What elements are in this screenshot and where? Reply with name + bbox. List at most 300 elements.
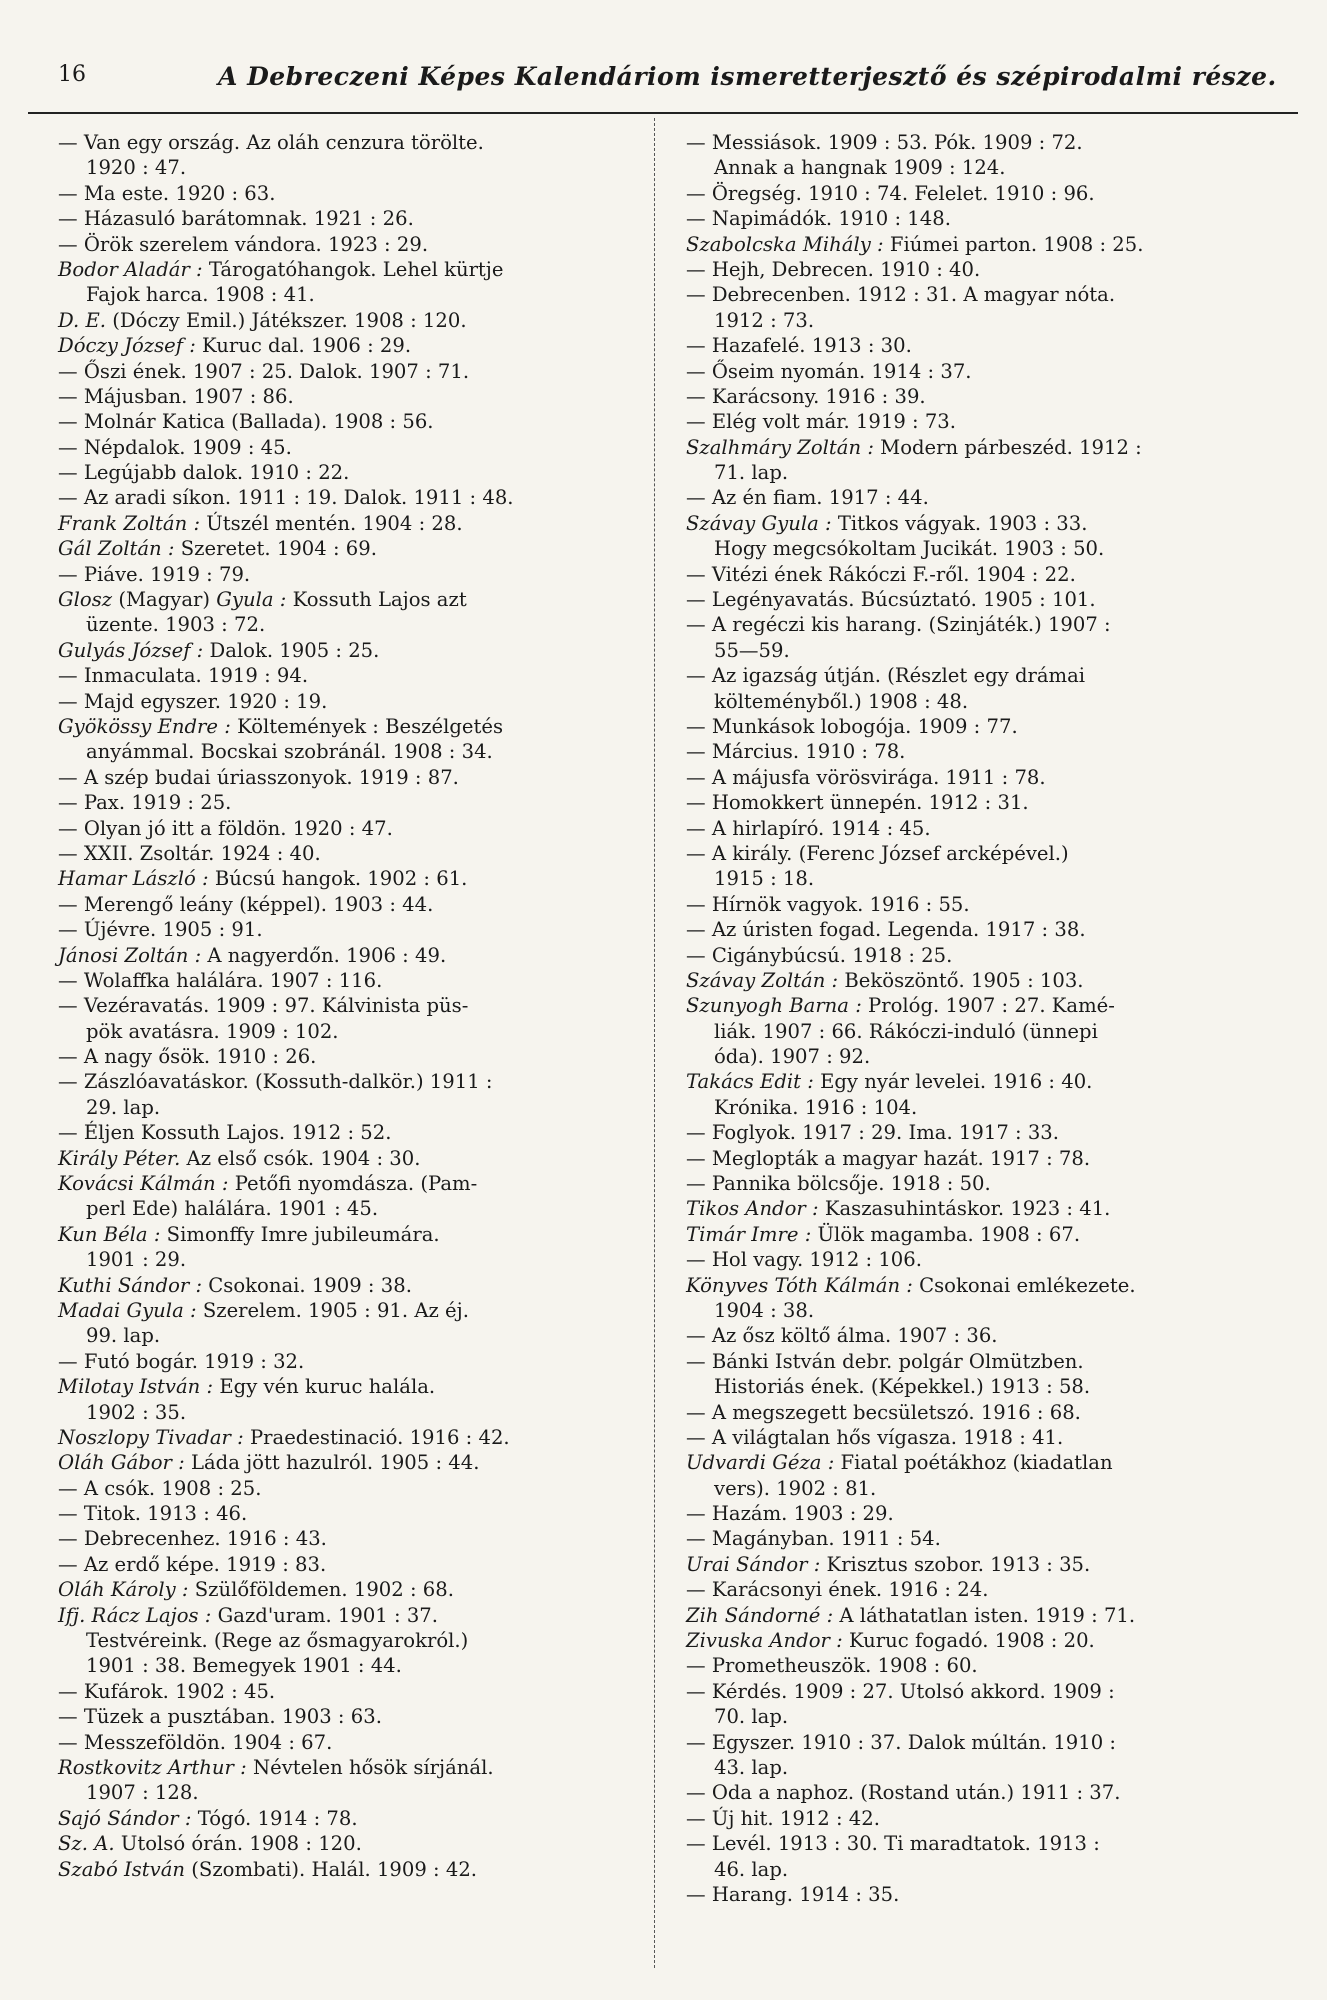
entry-text: (Magyar) — [112, 588, 217, 612]
index-entry — [58, 536, 648, 561]
entry-text: — Hírnök vagyok. 1916 : 55. — [686, 892, 970, 916]
index-entry — [58, 460, 648, 485]
author-name: Szunyogh Barna : — [686, 994, 862, 1018]
entry-text: A láthatatlan isten. 1919 : 71. — [833, 1603, 1136, 1627]
index-entry — [686, 435, 1276, 460]
index-entry — [58, 1501, 648, 1526]
author-name: Glosz — [58, 588, 113, 612]
author-name: Szávay Gyula : — [686, 511, 832, 535]
index-entry — [58, 511, 648, 536]
entry-text: — Éljen Kossuth Lajos. 1912 : 52. — [58, 1121, 392, 1145]
index-entry — [58, 943, 648, 968]
index-entry — [58, 816, 648, 841]
index-entry — [686, 1095, 1276, 1120]
entry-text: — Debrecenhez. 1916 : 43. — [58, 1527, 327, 1551]
index-entry — [686, 1831, 1276, 1856]
index-entry — [58, 1755, 648, 1780]
author-name: Bodor Aladár : — [58, 257, 203, 281]
header-rule — [28, 112, 1298, 114]
entry-text: — Inmaculata. 1919 : 94. — [58, 664, 309, 688]
index-entry — [58, 308, 648, 333]
index-entry — [58, 1679, 648, 1704]
index-entry — [686, 1069, 1276, 1094]
entry-text: Fajok harca. 1908 : 41. — [86, 283, 315, 307]
entry-text: Kuruc fogadó. 1908 : 20. — [842, 1629, 1095, 1653]
entry-text: 1915 : 18. — [714, 867, 815, 891]
entry-text: — Wolaffka halálára. 1907 : 116. — [58, 968, 383, 992]
index-entry — [58, 1044, 648, 1069]
author-name: Ifj. Rácz Lajos : — [58, 1603, 212, 1627]
index-entry — [686, 638, 1276, 663]
index-entry — [58, 1653, 648, 1678]
index-entry — [58, 1577, 648, 1602]
author-name: Rostkovitz Arthur : — [58, 1756, 247, 1779]
entry-text: — A csók. 1908 : 25. — [58, 1476, 262, 1500]
entry-text: Egy nyár levelei. 1916 : 40. — [813, 1070, 1093, 1094]
author-name: Király Péter. — [58, 1146, 181, 1170]
index-entry — [686, 460, 1276, 485]
entry-text: A nagyerdőn. 1906 : 49. — [201, 943, 447, 967]
entry-text: Csokonai. 1909 : 38. — [202, 1273, 412, 1297]
index-entry — [686, 765, 1276, 790]
author-name: Kun Béla : — [58, 1222, 161, 1246]
entry-text: Prológ. 1907 : 27. Kamé- — [861, 994, 1115, 1018]
index-entry — [686, 1323, 1276, 1348]
entry-text: 1920 : 47. — [86, 156, 187, 180]
index-entry — [58, 993, 648, 1018]
entry-text: Annak a hangnak 1909 : 124. — [714, 156, 1006, 180]
entry-text: — Majd egyszer. 1920 : 19. — [58, 689, 328, 713]
author-name: Szávay Zoltán : — [686, 968, 839, 992]
author-name: Szabolcska Mihály : — [686, 232, 884, 256]
entry-text: Simonffy Imre jubileumára. — [160, 1222, 440, 1246]
entry-text: liák. 1907 : 66. Rákóczi-induló (ünnepi — [714, 1019, 1098, 1043]
index-entry — [686, 917, 1276, 942]
index-entry — [58, 1095, 648, 1120]
entry-text: — Vezéravatás. 1909 : 97. Kálvinista püs- — [58, 994, 469, 1018]
index-entry — [686, 1298, 1276, 1323]
entry-text: — Messiások. 1909 : 53. Pók. 1909 : 72. — [686, 131, 1083, 154]
entry-text: Fiúmei parton. 1908 : 25. — [883, 232, 1144, 256]
entry-text: Utolsó órán. 1908 : 120. — [114, 1832, 362, 1856]
index-entry — [686, 1603, 1276, 1628]
entry-text: (Dóczy Emil.) Játékszer. 1908 : 120. — [106, 308, 467, 332]
index-entry — [686, 816, 1276, 841]
author-name: Tikos Andor : — [686, 1197, 819, 1221]
entry-text: — Népdalok. 1909 : 45. — [58, 435, 292, 459]
index-entry — [58, 612, 648, 637]
entry-text: — Az én fiam. 1917 : 44. — [686, 486, 929, 510]
index-entry — [686, 1374, 1276, 1399]
entry-text: Ülök magamba. 1908 : 67. — [811, 1222, 1081, 1246]
entry-text: — Ma este. 1920 : 63. — [58, 181, 276, 205]
index-entry — [686, 282, 1276, 307]
index-entry — [58, 714, 648, 739]
entry-text: Beköszöntő. 1905 : 103. — [838, 968, 1084, 992]
entry-text: — Az ősz költő álma. 1907 : 36. — [686, 1324, 998, 1348]
author-name: Milotay István : — [58, 1375, 214, 1399]
entry-text: vers). 1902 : 81. — [714, 1476, 877, 1500]
index-entry — [686, 1755, 1276, 1780]
index-entry — [686, 257, 1276, 282]
entry-text: Testvéreink. (Rege az ősmagyarokról.) — [86, 1629, 469, 1653]
entry-text: Költemények : Beszélgetés — [230, 714, 504, 738]
entry-text: Fiatal poétákhoz (kiadatlan — [834, 1451, 1113, 1475]
entry-text: Búcsú hangok. 1902 : 61. — [208, 867, 468, 891]
index-entry — [686, 206, 1276, 231]
entry-text: Szeretet. 1904 : 69. — [174, 537, 377, 561]
entry-text: — A nagy ősök. 1910 : 26. — [58, 1045, 317, 1069]
author-name: Dóczy József : — [58, 334, 196, 358]
author-name: Gál Zoltán : — [58, 537, 175, 561]
index-entry — [58, 663, 648, 688]
entry-text: — Az erdő képe. 1919 : 83. — [58, 1552, 327, 1576]
index-entry — [58, 790, 648, 815]
index-entry — [686, 130, 1276, 155]
entry-text: 71. lap. — [714, 461, 789, 485]
index-entry — [686, 1780, 1276, 1805]
entry-text: — Vitézi ének Rákóczi F.-ről. 1904 : 22. — [686, 562, 1076, 586]
index-entry — [58, 155, 648, 180]
index-entry — [58, 359, 648, 384]
entry-text: 1902 : 35. — [86, 1400, 187, 1424]
entry-text: — Öregség. 1910 : 74. Felelet. 1910 : 96. — [686, 181, 1095, 205]
entry-text: — Oda a naphoz. (Rostand után.) 1911 : 37. — [686, 1781, 1121, 1805]
index-entry — [58, 562, 648, 587]
index-entry — [58, 1526, 648, 1551]
index-entry — [686, 993, 1276, 1018]
entry-text: — Hazafelé. 1913 : 30. — [686, 334, 912, 358]
index-entry — [58, 206, 648, 231]
entry-text: — Karácsonyi ének. 1916 : 24. — [686, 1578, 989, 1602]
entry-text: Szerelem. 1905 : 91. Az éj. — [196, 1298, 469, 1322]
entry-text: — A megszegett becsületszó. 1916 : 68. — [686, 1400, 1081, 1424]
entry-text: — Titok. 1913 : 46. — [58, 1502, 248, 1526]
index-entry — [686, 1196, 1276, 1221]
index-entry — [58, 866, 648, 891]
running-title: A Debreczeni Képes Kalendáriom ismeretterjesztő és szépirodalmi része. — [218, 62, 1277, 91]
entry-text: (Szombati). Halál. 1909 : 42. — [185, 1857, 478, 1881]
author-name: Szabó István — [58, 1857, 186, 1881]
index-entry — [58, 1704, 648, 1729]
index-entry — [58, 1146, 648, 1171]
index-entry — [686, 384, 1276, 409]
entry-text: Gazd'uram. 1901 : 37. — [211, 1603, 438, 1627]
index-entry — [686, 1222, 1276, 1247]
index-entry — [58, 1069, 648, 1094]
page-number: 16 — [58, 62, 86, 87]
entry-text: — Bánki István debr. polgár Olmützben. — [686, 1349, 1084, 1373]
index-entry — [58, 1120, 648, 1145]
index-entry — [58, 841, 648, 866]
entry-text: 29. lap. — [86, 1095, 161, 1119]
index-entry — [58, 282, 648, 307]
author-name: D. E. — [58, 308, 106, 332]
entry-text: — Kérdés. 1909 : 27. Utolsó akkord. 1909 : — [686, 1679, 1115, 1703]
author-name: Szalhmáry Zoltán : — [686, 435, 874, 459]
index-entry — [58, 968, 648, 993]
left-column — [58, 130, 648, 1882]
index-entry — [686, 739, 1276, 764]
entry-text: Dalok. 1905 : 25. — [203, 638, 380, 662]
index-entry — [58, 130, 648, 155]
index-entry — [58, 1273, 648, 1298]
entry-text: — Őseim nyomán. 1914 : 37. — [686, 359, 972, 383]
entry-text: — Meglopták a magyar hazát. 1917 : 78. — [686, 1146, 1091, 1170]
index-entry — [58, 1247, 648, 1272]
entry-text: — Házasuló barátomnak. 1921 : 26. — [58, 207, 414, 231]
entry-text: — A király. (Ferenc József arcképével.) — [686, 841, 1069, 865]
index-entry — [58, 1019, 648, 1044]
index-entry — [686, 181, 1276, 206]
index-entry — [686, 1044, 1276, 1069]
index-entry — [58, 333, 648, 358]
entry-text: — Elég volt már. 1919 : 73. — [686, 410, 957, 434]
index-entry — [58, 1425, 648, 1450]
index-entry — [58, 1450, 648, 1475]
author-name: Udvardi Géza : — [686, 1451, 835, 1475]
entry-text: — Futó bogár. 1919 : 32. — [58, 1349, 305, 1373]
index-entry — [686, 1806, 1276, 1831]
author-name: Könyves Tóth Kálmán : — [686, 1273, 913, 1297]
index-entry — [58, 181, 648, 206]
entry-text: — Pax. 1919 : 25. — [58, 791, 232, 815]
author-name: Oláh Károly : — [58, 1578, 189, 1602]
index-entry — [686, 1349, 1276, 1374]
index-entry — [58, 1806, 648, 1831]
entry-text: — Az úristen fogad. Legenda. 1917 : 38. — [686, 918, 1086, 942]
entry-text: — Homokkert ünnepén. 1912 : 31. — [686, 791, 1029, 815]
index-entry — [58, 257, 648, 282]
index-entry — [58, 1222, 648, 1247]
index-entry — [686, 1882, 1276, 1907]
author-name: Oláh Gábor : — [58, 1451, 185, 1475]
index-entry — [686, 1450, 1276, 1475]
index-entry — [58, 435, 648, 460]
index-entry — [58, 1628, 648, 1653]
index-entry — [686, 1146, 1276, 1171]
entry-text: — Legényavatás. Búcsúztató. 1905 : 101. — [686, 588, 1096, 612]
entry-text: 46. lap. — [714, 1857, 789, 1881]
entry-text: — Harang. 1914 : 35. — [686, 1882, 900, 1906]
entry-text: perl Ede) halálára. 1901 : 45. — [86, 1197, 379, 1221]
entry-text: — Levél. 1913 : 30. Ti maradtatok. 1913 : — [686, 1832, 1100, 1856]
author-name: Zivuska Andor : — [686, 1629, 843, 1653]
entry-text: Csokonai emlékezete. — [912, 1273, 1136, 1297]
entry-text: — Egyszer. 1910 : 37. Dalok múltán. 1910 : — [686, 1730, 1117, 1754]
entry-text: Krisztus szobor. 1913 : 35. — [820, 1552, 1091, 1576]
index-entry — [58, 384, 648, 409]
entry-text: — Van egy ország. Az oláh cenzura törölte. — [58, 131, 484, 154]
entry-text: — Prometheuszök. 1908 : 60. — [686, 1654, 978, 1678]
index-entry — [686, 232, 1276, 257]
entry-text: — Molnár Katica (Ballada). 1908 : 56. — [58, 410, 434, 434]
entry-text: költeményből.) 1908 : 48. — [714, 689, 969, 713]
entry-text: 1912 : 73. — [714, 308, 815, 332]
entry-text: 1901 : 29. — [86, 1248, 187, 1272]
entry-text: Petőfi nyomdásza. (Pam- — [228, 1172, 478, 1196]
index-entry — [58, 1298, 648, 1323]
index-entry — [58, 409, 648, 434]
author-name: Jánosi Zoltán : — [58, 943, 202, 967]
entry-text: — Karácsony. 1916 : 39. — [686, 384, 926, 408]
index-entry — [686, 892, 1276, 917]
index-entry — [58, 587, 648, 612]
entry-text: pök avatásra. 1909 : 102. — [86, 1019, 339, 1043]
index-entry — [686, 511, 1276, 536]
entry-text: — Piáve. 1919 : 79. — [58, 562, 251, 586]
index-entry — [686, 1526, 1276, 1551]
author-name: Noszlopy Tivadar : — [58, 1425, 244, 1449]
entry-text: — Március. 1910 : 78. — [686, 740, 906, 764]
index-entry — [58, 1374, 648, 1399]
author-name: Kovácsi Kálmán : — [58, 1172, 229, 1196]
index-entry — [686, 536, 1276, 561]
index-entry — [686, 943, 1276, 968]
author-name: Hamar László : — [58, 867, 209, 891]
index-entry — [58, 765, 648, 790]
entry-text: — A regéczi kis harang. (Szinjáték.) 1907 : — [686, 613, 1111, 637]
index-entry — [58, 1171, 648, 1196]
entry-text: — Napimádók. 1910 : 148. — [686, 207, 951, 231]
entry-text: — Hol vagy. 1912 : 106. — [686, 1248, 922, 1272]
index-entry — [58, 485, 648, 510]
index-entry — [58, 1552, 648, 1577]
entry-text: — Hazám. 1903 : 29. — [686, 1502, 894, 1526]
index-entry — [686, 841, 1276, 866]
author-name: Takács Edit : — [686, 1070, 814, 1094]
index-entry — [58, 1349, 648, 1374]
entry-text: 99. lap. — [86, 1324, 161, 1348]
entry-text: üzente. 1903 : 72. — [86, 613, 266, 637]
index-entry — [58, 1831, 648, 1856]
index-entry — [686, 663, 1276, 688]
index-entry — [686, 485, 1276, 510]
entry-text: — Tüzek a pusztában. 1903 : 63. — [58, 1705, 382, 1729]
entry-text: — A szép budai úriasszonyok. 1919 : 87. — [58, 765, 459, 789]
entry-text: 1904 : 38. — [714, 1298, 815, 1322]
entry-text: — Foglyok. 1917 : 29. Ima. 1917 : 33. — [686, 1121, 1059, 1145]
index-entry — [686, 359, 1276, 384]
entry-text: — Hejh, Debrecen. 1910 : 40. — [686, 257, 981, 281]
index-entry — [686, 866, 1276, 891]
index-entry — [58, 892, 648, 917]
index-entry — [686, 1120, 1276, 1145]
entry-text: — Messzeföldön. 1904 : 67. — [58, 1730, 333, 1754]
index-entry — [686, 689, 1276, 714]
index-entry — [686, 1679, 1276, 1704]
entry-text: 55—59. — [714, 638, 790, 662]
author-name: Gyula : — [216, 588, 287, 612]
index-entry — [686, 1628, 1276, 1653]
entry-text: Névtelen hősök sírjánál. — [246, 1756, 494, 1779]
index-entry — [686, 308, 1276, 333]
index-entry — [686, 1577, 1276, 1602]
entry-text: Egy vén kuruc halála. — [213, 1375, 436, 1399]
entry-text: — A májusfa vörösvirága. 1911 : 78. — [686, 765, 1046, 789]
index-entry — [686, 790, 1276, 815]
entry-text: — Debrecenben. 1912 : 31. A magyar nóta. — [686, 283, 1116, 307]
index-entry — [58, 1400, 648, 1425]
column-divider — [654, 118, 655, 1968]
author-name: Timár Imre : — [686, 1222, 812, 1246]
entry-text: — Újévre. 1905 : 91. — [58, 918, 263, 942]
author-name: Zih Sándorné : — [686, 1603, 834, 1627]
index-entry — [58, 1857, 648, 1882]
entry-text: — Őszi ének. 1907 : 25. Dalok. 1907 : 71. — [58, 359, 470, 383]
index-entry — [58, 232, 648, 257]
entry-text: Tárogatóhangok. Lehel kürtje — [202, 257, 504, 281]
author-name: Madai Gyula : — [58, 1298, 197, 1322]
index-entry — [58, 1196, 648, 1221]
author-name: Urai Sándor : — [686, 1552, 821, 1576]
index-entry — [686, 333, 1276, 358]
right-column — [686, 130, 1276, 1907]
index-entry — [686, 1857, 1276, 1882]
index-entry — [58, 1476, 648, 1501]
index-entry — [58, 689, 648, 714]
entry-text: Kossuth Lajos azt — [286, 588, 467, 612]
entry-text: — Cigánybúcsú. 1918 : 25. — [686, 943, 953, 967]
index-entry — [686, 1501, 1276, 1526]
index-entry — [58, 1730, 648, 1755]
index-entry — [58, 739, 648, 764]
entry-text: Hogy megcsókoltam Jucikát. 1903 : 50. — [714, 537, 1105, 561]
entry-text: — XXII. Zsoltár. 1924 : 40. — [58, 841, 321, 865]
entry-text: anyámmal. Bocskai szobránál. 1908 : 34. — [86, 740, 493, 764]
index-entry — [686, 155, 1276, 180]
entry-text: — A hirlapíró. 1914 : 45. — [686, 816, 931, 840]
index-entry — [686, 1653, 1276, 1678]
author-name: Sajó Sándor : — [58, 1806, 192, 1830]
index-entry — [58, 1603, 648, 1628]
entry-text: Kaszasuhintáskor. 1923 : 41. — [818, 1197, 1111, 1221]
entry-text: Szülőföldemen. 1902 : 68. — [188, 1578, 454, 1602]
entry-text: óda). 1907 : 92. — [714, 1045, 871, 1069]
index-entry — [58, 917, 648, 942]
entry-text: Historiás ének. (Képekkel.) 1913 : 58. — [714, 1375, 1091, 1399]
entry-text: — Legújabb dalok. 1910 : 22. — [58, 461, 350, 485]
entry-text: — Olyan jó itt a földön. 1920 : 47. — [58, 816, 393, 840]
index-entry — [58, 1323, 648, 1348]
entry-text: Modern párbeszéd. 1912 : — [873, 435, 1142, 459]
entry-text: — Merengő leány (képpel). 1903 : 44. — [58, 892, 434, 916]
index-entry — [686, 1400, 1276, 1425]
entry-text: Krónika. 1916 : 104. — [714, 1095, 918, 1119]
author-name: Frank Zoltán : — [58, 511, 201, 535]
entry-text: 1901 : 38. Bemegyek 1901 : 44. — [86, 1654, 402, 1678]
entry-text: — Pannika bölcsője. 1918 : 50. — [686, 1172, 991, 1196]
entry-text: — Munkások lobogója. 1909 : 77. — [686, 714, 1018, 738]
index-entry — [686, 409, 1276, 434]
index-entry — [686, 968, 1276, 993]
author-name: Sz. A. — [58, 1832, 115, 1856]
entry-text: — A világtalan hős vígasza. 1918 : 41. — [686, 1425, 1064, 1449]
author-name: Gyökössy Endre : — [58, 714, 231, 738]
index-entry — [686, 612, 1276, 637]
index-entry — [686, 1171, 1276, 1196]
page-header — [58, 62, 1277, 102]
index-entry — [686, 1704, 1276, 1729]
entry-text: — Zászlóavatáskor. (Kossuth-dalkör.) 1911 : — [58, 1070, 493, 1094]
entry-text: Titkos vágyak. 1903 : 33. — [831, 511, 1088, 535]
index-entry — [686, 587, 1276, 612]
author-name: Gulyás József : — [58, 638, 204, 662]
index-entry — [686, 1730, 1276, 1755]
index-entry — [686, 1552, 1276, 1577]
index-entry — [686, 1425, 1276, 1450]
index-entry — [686, 562, 1276, 587]
